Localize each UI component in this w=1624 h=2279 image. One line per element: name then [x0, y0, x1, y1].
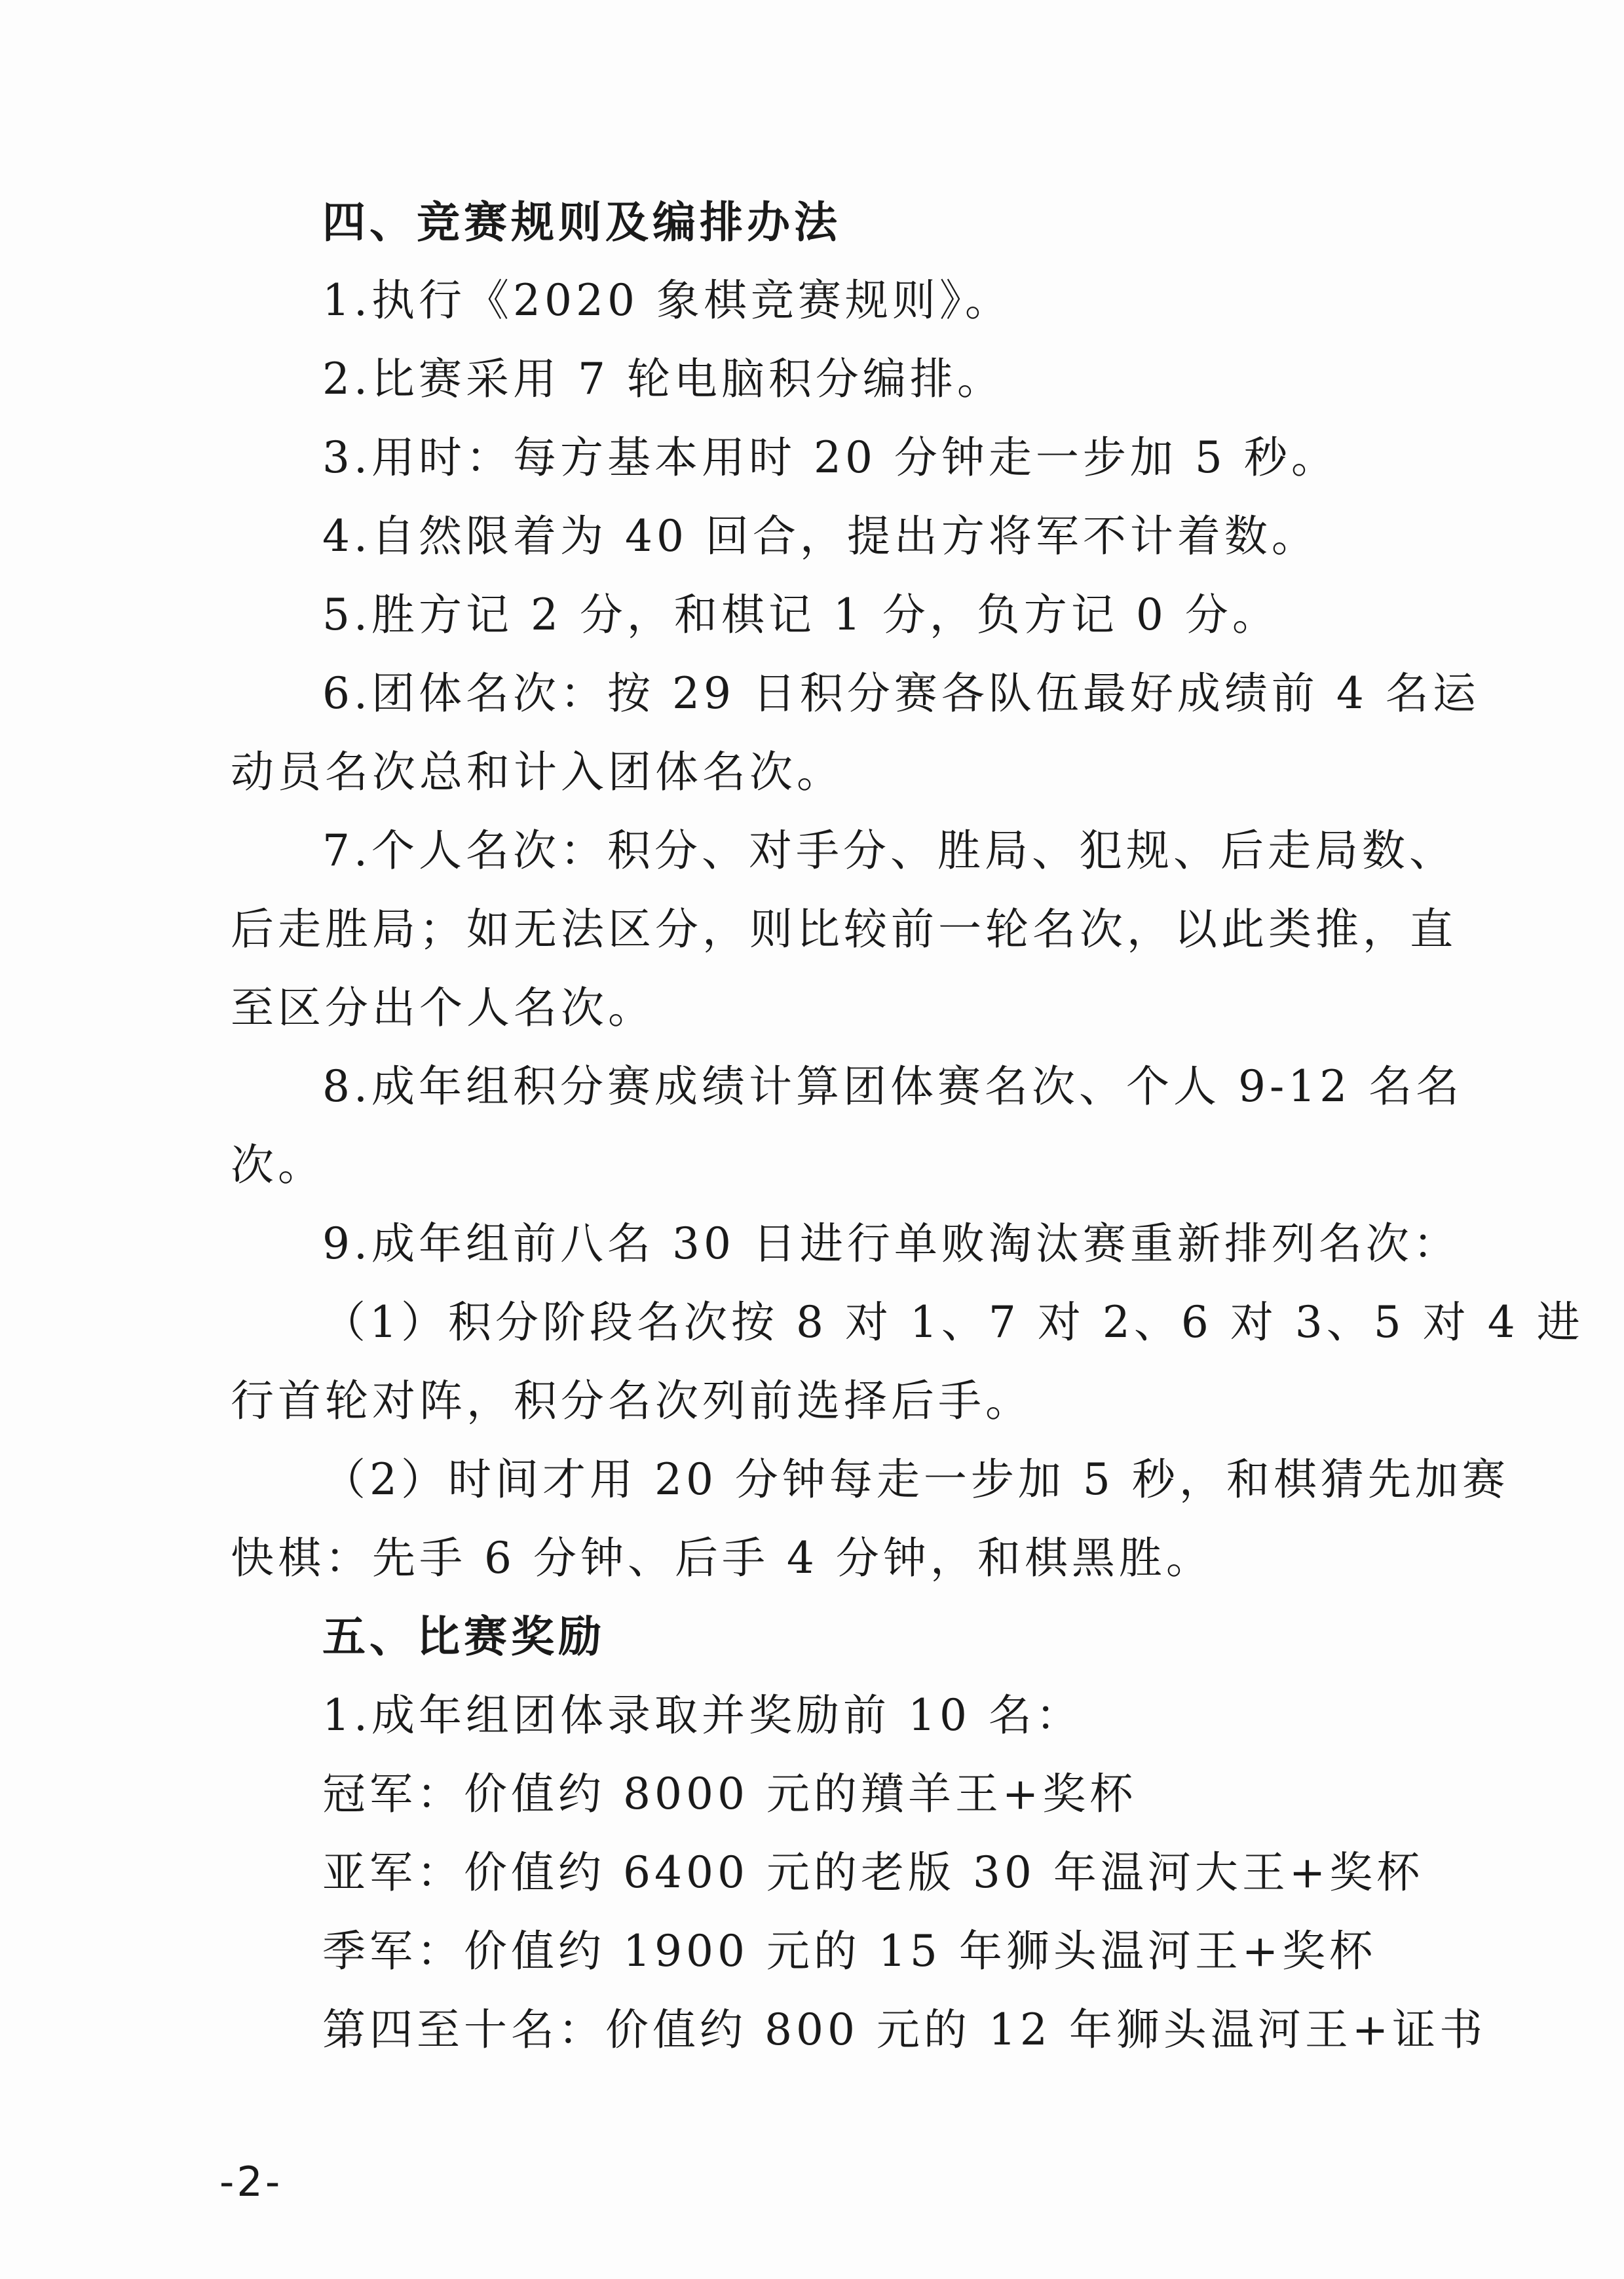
rule-9-sub-1-line-2: 行首轮对阵，积分名次列前选择后手。 [231, 1376, 1032, 1426]
rule-2: 2.比赛采用 7 轮电脑积分编排。 [322, 354, 1004, 404]
award-fourth-to-tenth: 第四至十名：价值约 800 元的 12 年狮头温河王+证书 [322, 2005, 1487, 2055]
rule-5: 5.胜方记 2 分，和棋记 1 分，负方记 0 分。 [322, 590, 1279, 640]
award-champion: 冠军：价值约 8000 元的羵羊王+奖杯 [322, 1769, 1137, 1819]
rule-7-line-3: 至区分出个人名次。 [231, 983, 655, 1033]
rule-7-line-1: 7.个人名次：积分、对手分、胜局、犯规、后走局数、 [322, 825, 1456, 876]
page-number: -2- [219, 2158, 283, 2206]
rule-9: 9.成年组前八名 30 日进行单败淘汰赛重新排列名次： [322, 1218, 1460, 1269]
rule-9-sub-2-line-1: （2）时间才用 20 分钟每走一步加 5 秒，和棋猜先加赛 [322, 1454, 1509, 1505]
rule-9-sub-2-line-2: 快棋：先手 6 分钟、后手 4 分钟，和棋黑胜。 [231, 1533, 1213, 1583]
rule-6-line-1: 6.团体名次：按 29 日积分赛各队伍最好成绩前 4 名运 [322, 668, 1480, 719]
section-4-heading: 四、竞赛规则及编排办法 [322, 197, 841, 248]
section-5-heading: 五、比赛奖励 [322, 1611, 605, 1662]
rule-9-sub-1-line-1: （1）积分阶段名次按 8 对 1、7 对 2、6 对 3、5 对 4 进 [322, 1297, 1584, 1347]
award-item-1: 1.成年组团体录取并奖励前 10 名： [322, 1690, 1083, 1741]
rule-4: 4.自然限着为 40 回合，提出方将军不计着数。 [322, 511, 1319, 561]
award-runner-up: 亚军：价值约 6400 元的老版 30 年温河大王+奖杯 [322, 1847, 1424, 1898]
rule-8-line-1: 8.成年组积分赛成绩计算团体赛名次、个人 9-12 名名 [322, 1061, 1463, 1112]
rule-7-line-2: 后走胜局；如无法区分，则比较前一轮名次，以此类推，直 [231, 904, 1457, 954]
rule-3: 3.用时：每方基本用时 20 分钟走一步加 5 秒。 [322, 432, 1338, 483]
award-third: 季军：价值约 1900 元的 15 年狮头温河王+奖杯 [322, 1926, 1377, 1976]
rule-6-line-2: 动员名次总和计入团体名次。 [231, 747, 844, 797]
rule-1: 1.执行《2020 象棋竞赛规则》。 [322, 275, 1012, 326]
rule-8-line-2: 次。 [231, 1140, 325, 1190]
